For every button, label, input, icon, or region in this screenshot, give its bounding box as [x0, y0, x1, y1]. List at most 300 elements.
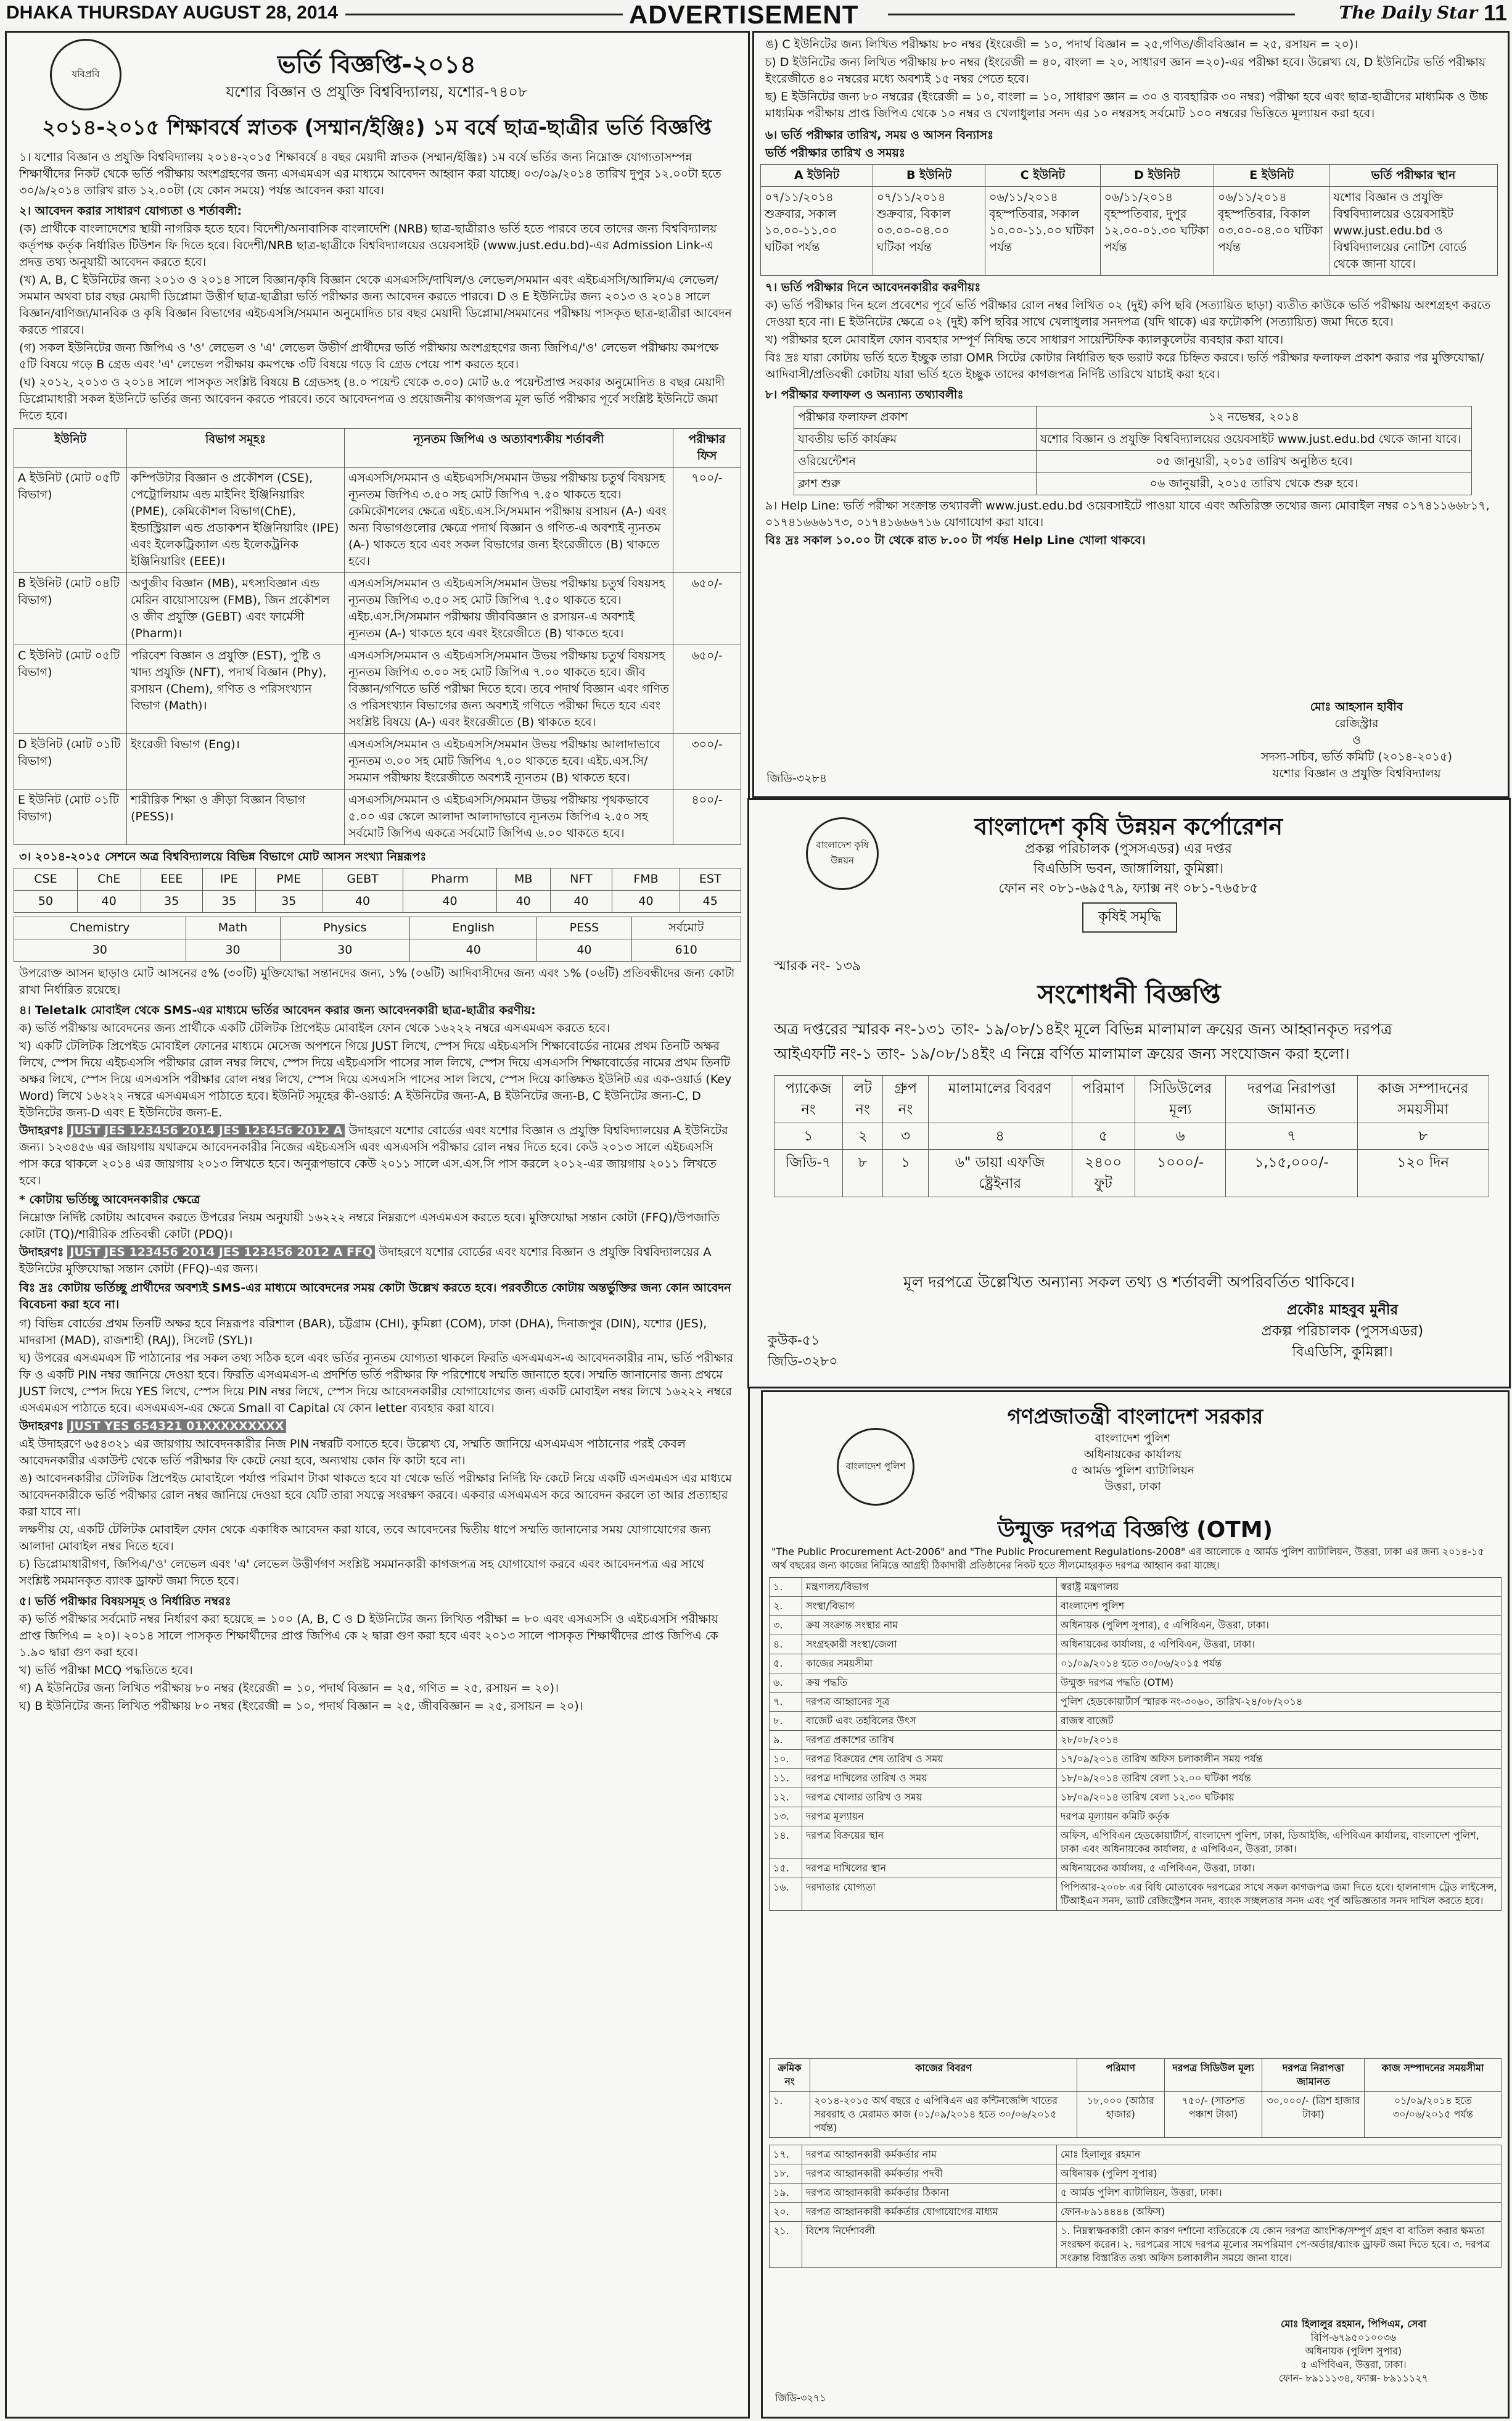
- unit-gpa: এসএসসি/সমমান ও এইচএসসি/সমমান উভয় পরীক্ষায় চতুর্থ বিষয়সহ ন্যূনতম জিপিএ ৩.০০ সহ মোট জিপিএ ৭.০০ থাকতে হবে। জীব বিজ্ঞান/গণিতে ভর্তি পরীক্ষা দিতে হবে। তবে পদার্থ বিজ্ঞান এবং গণিত ও পরিসংখ্যান বিভাগের জন্য অবশ্যই গণিতে পরীক্ষা দিতে হবে এবং সংশ্লিষ্ট বিষয়ে (A-) এবং ইংরেজীতে (B) থাকতে হবে।: [345, 645, 673, 734]
- table-row: [794, 473, 1472, 495]
- row-label: সংগ্রহকারী সংস্থা/জেলা: [802, 1635, 1057, 1654]
- just-section-2-title: ২। আবেদন করার সাধারণ যোগ্যতা ও শর্তাবলী:: [19, 204, 242, 218]
- unit-gpa: এসএসসি/সমমান ও এইচএসসি/সমমান উভয় পরীক্ষায় আলাদাভাবে ন্যূনতম ৩.০০ সহ মোট জিপিএ ৭.০০ থাকতে হবে। এইচ.এস.সি/সমমান পরীক্ষায় ইংরেজীতে অবশ্যই ন্যূনতম (B) থাকতে হবে।: [345, 734, 673, 790]
- police-officer-table: [769, 2145, 1502, 2268]
- badc-cell: ২৪০০ ফুট: [1072, 1150, 1135, 1197]
- unit-fee: ৩০০/-: [673, 734, 741, 790]
- seat-label: EEE: [141, 868, 202, 891]
- badc-cell: ৮: [842, 1150, 883, 1197]
- page-number: 11: [1483, 0, 1507, 25]
- unit-fee: ৬৫০/-: [673, 573, 741, 645]
- sms-example-code: JUST YES 654321 01XXXXXXXXX: [67, 1419, 286, 1433]
- row-label: দরপত্র বিক্রয়ের স্থান: [802, 1826, 1057, 1859]
- police-sub: উত্তরা, ঢাকা: [1104, 1480, 1161, 1493]
- page-header: [0, 0, 1512, 29]
- unit-depts: কম্পিউটার বিজ্ঞান ও প্রকৌশল (CSE), পেট্রোলিয়াম এন্ড মাইনিং ইঞ্জিনিয়ারিং (PME), কেমিকৌশল বিভাগ(ChE), ইন্ডাস্ট্রিয়াল এন্ড প্রডাকশন ইঞ্জিনিয়ারিং (IPE) এবং ইলেকট্রিক্যাল এন্ড ইলেকট্রনিক ইঞ্জিনিয়ারিং (EEE)।: [127, 468, 345, 573]
- row-number: ১৩.: [770, 1807, 802, 1826]
- sms-example-text: উদাহরণে যশোর বোর্ডের এবং যশোর বিজ্ঞান ও প্রযুক্তি বিশ্ববিদ্যালয়ের A ইউনিটের মুক্তিযোদ্ধা সন্তান কোটা (FFQ)-এর জন্য।: [19, 1245, 712, 1276]
- badc-body-line: অত্র দপ্তরের স্মারক নং-১৩১ তাং- ১৯/০৮/১৪ইং মূলে বিভিন্ন মালামাল ক্রয়ের জন্য আহ্বানকৃত দরপত্র: [774, 1020, 1392, 1038]
- unit-depts: অণুজীব বিজ্ঞান (MB), মৎস্যবিজ্ঞান এন্ড মেরিন বায়োসায়েন্স (FMB), জিন প্রকৌশল ও জীব প্রযুক্তি (GEBT) এবং ফার্মেসী (Pharm)।: [127, 573, 345, 645]
- table-row: [770, 1712, 1502, 1731]
- unit-name: C ইউনিট (মোট ০৫টি বিভাগ): [14, 645, 127, 734]
- result-label: ক্লাশ শুরু: [794, 473, 1037, 495]
- table-row: [14, 573, 741, 645]
- table-row: [770, 1878, 1502, 1911]
- gpa-col-header: ন্যূনতম জিপিএ ও অত্যাবশ্যকীয় শর্তাবলী: [345, 429, 673, 468]
- exam-unit: B ইউনিট: [873, 165, 985, 187]
- row-label: সংস্থা/বিভাগ: [802, 1597, 1057, 1616]
- table-row: [794, 429, 1472, 451]
- just-warning: বিঃ দ্রঃ কোটায় ভর্তিচ্ছু প্রার্থীদের অবশ্যই SMS-এর মাধ্যমে আবেদনের সময় কোটা উল্লেখ করতে হবে। পরবর্তীতে কোটায় অন্তর্ভুক্তির জন্য কোন আবেদন বিবেচনা করা হবে না।: [19, 1281, 731, 1311]
- badc-cell: ১,১৫,০০০/-: [1226, 1150, 1357, 1197]
- just-section-5f: চ) D ইউনিটের জন্য লিখিত পরীক্ষায় ৮০ নম্বর (ইংরেজী = ৪০, বাংলা = ২০, সাধারণ জ্ঞান =২০)-এর পরীক্ষা হবে। উল্লেখ্য যে, D ইউনিটের ভর্তি পরীক্ষায় ইংরেজীতে ৪০ নম্বরের মধ্যে অবশ্যই ১৫ নম্বর পেতে হবে।: [765, 56, 1486, 86]
- just-section-5g: ছ) E ইউনিটের জন্য ৮০ নম্বরের (ইংরেজী = ১০, বাংলা = ১০, সাধারণ জ্ঞান = ৩০ ও ব্যবহারিক ৩০ নম্বর) পরীক্ষা হবে এবং ছাত্র-ছাত্রীদের মাধ্যমিক ও উচ্চ মাধ্যমিক পরীক্ষায় প্রাপ্ত জিপিএ থেকে ১০ নম্বর ও খেলাধুলার সনদ এর ১০ নম্বরসহ সর্বমোট ১০০ নম্বরের ভিত্তিতে মূল্যায়ন করা হবে।: [765, 90, 1488, 120]
- row-number: ১৫.: [770, 1859, 802, 1878]
- row-value: ফোন-৮৯১৪৪৪৪ (অফিস): [1057, 2203, 1502, 2222]
- example-label: উদাহরণঃ: [19, 1419, 64, 1433]
- unit-col-header: ইউনিট: [14, 429, 127, 468]
- work-cell: ২০১৪-২০১৫ অর্থ বছরে ৫ এপিবিএন এর কন্টিনজেন্সি খাতের সরবরাহ ও মেরামত কাজ (০১/০৯/২০১৪ হতে ৩০/০৬/২০১৫ পর্যন্ত): [810, 2092, 1077, 2138]
- result-value: ০৫ জানুয়ারী, ২০১৫ তারিখ অনুষ্ঠিত হবে।: [1037, 451, 1472, 473]
- row-value: ১৮/০৯/২০১৪ তারিখ বেলা ১২.০০ ঘটিকা পর্যন্ত: [1057, 1769, 1502, 1788]
- work-cell: ১.: [770, 2092, 810, 2138]
- row-number: ১৭.: [770, 2145, 802, 2164]
- badc-col-number: ৬: [1135, 1123, 1226, 1150]
- result-label: যাবতীয় ভর্তি কার্যক্রম: [794, 429, 1037, 451]
- unit-depts: শারীরিক শিক্ষা ও ক্রীড়া বিজ্ঞান বিভাগ (PESS)।: [127, 790, 345, 845]
- row-label: বিশেষ নির্দেশাবলী: [802, 2222, 1057, 2268]
- just-section-4f: লক্ষণীয় যে, একটি টেলিটক মোবাইল ফোন থেকে একাধিক আবেদন করা যাবে, তবে আবেদনের দ্বিতীয় ধাপে সম্মতি জানানোর সময় যোগাযোগের জন্য আলাদা মোবাইল নম্বর দিতে হবে।: [19, 1523, 711, 1553]
- seat-label: CSE: [14, 868, 78, 891]
- row-number: ২০.: [770, 2203, 802, 2222]
- just-section-1: ১। যশোর বিজ্ঞান ও প্রযুক্তি বিশ্ববিদ্যালয় ২০১৪-২০১৫ শিক্ষাবর্ষে ৪ বছর মেয়াদী স্নাতক (সম্মান/ইঞ্জিঃ) ১ম বর্ষে ভর্তির জন্য নিম্নোক্ত যোগ্যতাসম্পন্ন শিক্ষার্থীদের নিকট থেকে ভর্তি পরীক্ষায় অংশগ্রহণের জন্য এসএমএস এর মাধ্যমে আবেদন আহ্বান করা যাচ্ছে। ০৩/০৯/২০১৪ তারিখ দুপুর ১২.০০টা হতে ৩০/৯/২০১৪ তারিখ রাত ১২.০০টা (যে কোন সময়ে) পর্যন্ত আবেদন করা যাবে।: [19, 151, 721, 197]
- row-number: ৬.: [770, 1673, 802, 1693]
- just-section-6-title: ৬। ভর্তি পরীক্ষার তারিখ, সময় ও আসন বিন্যাসঃ: [765, 128, 994, 142]
- seat-value: 40: [537, 939, 631, 962]
- unit-fee: ৪০০/-: [673, 790, 741, 845]
- seat-value: 610: [631, 939, 741, 962]
- row-value: মোঃ হিলালুর রহমান: [1057, 2145, 1502, 2164]
- ad-code: জিডি-৩২৮০: [768, 1354, 838, 1369]
- signatory-name: মোঃ আহসান হাবীব: [1310, 700, 1403, 714]
- badc-body: [774, 1017, 1489, 1066]
- signatory-title: যশোর বিজ্ঞান ও প্রযুক্তি বিশ্ববিদ্যালয়: [1272, 767, 1441, 780]
- signatory-phone: ফোন- ৮৯১১১৩৪, ফ্যাক্স- ৮৯১১১২৭: [1278, 2372, 1429, 2384]
- row-number: ১১.: [770, 1769, 802, 1788]
- just-quota-text: নিম্নোক্ত নির্দিষ্ট কোটায় আবেদন করতে উপরের নিয়ম অনুযায়ী ১৬২২২ নম্বরে নিম্নরূপে এসএমএস করতে হবে। মুক্তিযোদ্ধা সন্তান কোটা (FFQ)/উপজাতি কোটা (TQ)/শারীরিক প্রতিবন্ধী কোটা (PDQ)।: [19, 1211, 720, 1241]
- badc-office: প্রকল্প পরিচালক (পুসসএডর) এর দপ্তর: [1025, 841, 1232, 857]
- badc-col-number: ৭: [1226, 1123, 1357, 1150]
- table-row: [770, 1597, 1502, 1616]
- row-number: ৭.: [770, 1693, 802, 1712]
- row-label: দরপত্র দাখিলের তারিখ ও সময়: [802, 1769, 1057, 1788]
- table-row: [794, 406, 1472, 429]
- newspaper-name: The Daily Star: [1339, 2, 1477, 23]
- badc-logo-icon: বাংলাদেশ কৃষি উন্নয়ন: [806, 817, 879, 890]
- seat-value: 50: [14, 891, 78, 913]
- badc-col-header: গ্রুপ নং: [883, 1076, 928, 1123]
- unit-name: D ইউনিট (মোট ০১টি বিভাগ): [14, 734, 127, 790]
- row-number: ২.: [770, 1597, 802, 1616]
- row-number: ১২.: [770, 1788, 802, 1807]
- row-number: ১.: [770, 1578, 802, 1597]
- row-number: ৫.: [770, 1654, 802, 1673]
- row-number: ১৬.: [770, 1878, 802, 1911]
- example-label: উদাহরণঃ: [19, 1124, 64, 1137]
- ad-code: জিডি-৩২৭১: [775, 2392, 826, 2404]
- just-section-4a: ক) ভর্তি পরীক্ষায় আবেদনের জন্য প্রার্থীকে একটি টেলিটক প্রিপেইড মোবাইল ফোন থেকে ১৬২২২ নম্বরে এসএমএস করতে হবে।: [19, 1021, 610, 1035]
- table-row: [14, 734, 741, 790]
- seat-label: GEBT: [322, 868, 403, 891]
- unit-depts: ইংরেজী বিভাগ (Eng)।: [127, 734, 345, 790]
- just-section-3: ৩। ২০১৪-২০১৫ সেশনে অত্র বিশ্ববিদ্যালয়ে বিভিন্ন বিভাগে মোট আসন সংখ্যা নিম্নরূপঃ: [19, 850, 427, 864]
- row-value: অধিনায়কের কার্যালয়, ৫ এপিবিএন, উত্তরা, ঢাকা।: [1057, 1635, 1502, 1654]
- work-col-header: দরপত্র সিডিউল মূল্য: [1164, 2059, 1262, 2092]
- unit-gpa: এসএসসি/সমমান ও এইচএসসি/সমমান উভয় পরীক্ষায় চতুর্থ বিষয়সহ ন্যূনতম জিপিএ ৩.৫০ সহ মোট জিপিএ ৭.৫০ থাকতে হবে। কেমিকৌশলের ক্ষেত্রে এইচ.এস.সি/সমমান পরীক্ষায় রসায়ন (A-) এবং অন্য বিভাগগুলোর ক্ষেত্রে পদার্থ বিজ্ঞান ও গণিত-এ অবশ্যই ন্যূনতম (A-) থাকতে হবে এবং সকল বিভাগের জন্য ইংরেজীতে (B) থাকতে হবে।: [345, 468, 673, 573]
- badc-title: বাংলাদেশ কৃষি উন্নয়ন কর্পোরেশন: [974, 813, 1283, 840]
- just-example-3-text: এই উদাহরণে ৬৫৪৩২১ এর জায়গায় আবেদনকারীর নিজ PIN নম্বরটি বসাতে হবে। উল্লেখ্য যে, সম্মতি জানিয়ে এসএমএস পাঠানোর পরই কেবল আবেদনকারীর একাউন্ট থেকে ভর্তি পরীক্ষার ফি কেটে নেয়া হবে, অন্যথায় কোন ফি কাটা হবে না।: [19, 1437, 686, 1467]
- work-col-header: পরিমাণ: [1077, 2059, 1164, 2092]
- table-row: [14, 645, 741, 734]
- header-rule-right: [888, 14, 1295, 15]
- row-label: কাজের সময়সীমা: [802, 1654, 1057, 1673]
- work-cell: ১৮,০০০ (আঠার হাজার): [1077, 2092, 1164, 2138]
- just-title: ভর্তি বিজ্ঞপ্তি-২০১৪: [277, 51, 477, 79]
- just-signature: [1224, 699, 1489, 782]
- sms-example-code: JUST JES 123456 2014 JES 123456 2012 A FFQ: [67, 1245, 375, 1259]
- unit-name: B ইউনিট (মোট ০৪টি বিভাগ): [14, 573, 127, 645]
- table-row: [770, 1769, 1502, 1788]
- police-title: গণপ্রজাতন্ত্রী বাংলাদেশ সরকার: [1007, 1404, 1263, 1429]
- dateline: DHAKA THURSDAY AUGUST 28, 2014: [6, 2, 338, 23]
- police-sub: ৫ আর্মড পুলিশ ব্যাটালিয়ন: [1070, 1464, 1195, 1477]
- just-section-5e: ঙ) C ইউনিটের জন্য লিখিত পরীক্ষায় ৮০ নম্বর (ইংরেজী = ১০, পদার্থ বিজ্ঞান = ২৫,গণিত/জীববিজ্ঞান = ২৫, রসায়ন = ২০)।: [765, 38, 1358, 51]
- result-label: পরীক্ষার ফলাফল প্রকাশ: [794, 406, 1037, 429]
- row-value: পুলিশ হেডকোয়ার্টার্স স্মারক নং-৩০৬০, তারিখ-২৪/০৮/২০১৪: [1057, 1693, 1502, 1712]
- seat-label: MB: [496, 868, 550, 891]
- police-work-table: [769, 2058, 1502, 2138]
- seat-value: 40: [77, 891, 141, 913]
- exam-unit: E ইউনিট: [1214, 165, 1329, 187]
- just-logo-icon: যবিপ্রবি: [50, 39, 121, 110]
- exam-date: ০৬/১১/২০১৪ বৃহস্পতিবার, বিকাল ০৩.০০-০৪.০০ ঘটিকা পর্যন্ত: [1214, 187, 1329, 276]
- seat-value: 35: [202, 891, 255, 913]
- unit-name: A ইউনিট (মোট ০৫টি বিভাগ): [14, 468, 127, 573]
- badc-codes: [768, 1330, 838, 1372]
- unit-depts: পরিবেশ বিজ্ঞান ও প্রযুক্তি (EST), পুষ্টি ও খাদ্য প্রযুক্তি (NFT), পদার্থ বিজ্ঞান (Phy), রসায়ন (Chem), গণিত ও পরিসংখ্যান বিভাগ (Math)।: [127, 645, 345, 734]
- badc-col-header: দরপত্র নিরাপত্তা জামানত: [1226, 1076, 1357, 1123]
- seat-label: Math: [186, 917, 280, 939]
- seat-value: 40: [612, 891, 680, 913]
- badc-cell: ১০০০/-: [1135, 1150, 1226, 1197]
- police-sub: বাংলাদেশ পুলিশ: [1095, 1432, 1171, 1445]
- police-logo-icon: বাংলাদেশ পুলিশ: [837, 1428, 914, 1506]
- table-row: [770, 1673, 1502, 1693]
- just-section-7-note: বিঃ দ্রঃ যারা কোটায় ভর্তি হতে ইচ্ছুক তারা OMR সিটের কোটার নির্ধারিত ছক ভরাট করে চিহ্নিত করবে। ভর্তি পরীক্ষার ফলাফল প্রকাশ করার পর মুক্তিযোদ্ধা/আদিবাসী/প্রতিবন্ধী কোটায় যারা ভর্তি হতে ইচ্ছুক তাদের কাগজপত্র নির্দিষ্ট তারিখে যাচাই করা হবে।: [765, 351, 1484, 381]
- seat-label: IPE: [202, 868, 255, 891]
- ad-code: কুউক-৫১: [768, 1333, 820, 1348]
- seat-value: 40: [403, 891, 496, 913]
- table-row: [770, 2222, 1502, 2268]
- signatory-title: রেজিস্ট্রার: [1334, 717, 1379, 730]
- row-number: ১৪.: [770, 1826, 802, 1859]
- table-row: [770, 2145, 1502, 2164]
- row-value: পিপিআর-২০০৮ এর বিধি মোতাবেক দরপত্রের সাথে সকল কাগজপত্র জমা দিতে হবে। হালনাগাদ ট্রেড লাইসেন্স, টিআইএন সনদ, ভ্যাট রেজিস্ট্রেশন সনদ, ব্যাংক সচ্ছলতার সনদ এবং পূর্ব অভিজ্ঞতার সনদ দাখিল করতে হবে।: [1057, 1878, 1502, 1911]
- exam-date: ০৬/১১/২০১৪ বৃহস্পতিবার, দুপুর ১২.০০-০১.৩০ ঘটিকা পর্যন্ত: [1100, 187, 1214, 276]
- seat-label: PESS: [537, 917, 631, 939]
- row-value: অধিনায়ক (পুলিশ সুপার): [1057, 2164, 1502, 2184]
- fee-col-header: পরীক্ষার ফিস: [673, 429, 741, 468]
- row-number: ১৮.: [770, 2164, 802, 2184]
- row-label: ক্রয় সংক্রান্ত সংস্থার নাম: [802, 1616, 1057, 1635]
- seat-label: Physics: [280, 917, 410, 939]
- badc-tender-table: [774, 1075, 1489, 1197]
- work-col-header: কাজের বিবরণ: [810, 2059, 1077, 2092]
- badc-cell: ১২০ দিন: [1357, 1150, 1489, 1197]
- row-label: দরপত্র আহ্বানকারী কর্মকর্তার পদবী: [802, 2164, 1057, 2184]
- just-section-4b: খ) একটি টেলিটক প্রিপেইড মোবাইল ফোনের মাধ্যমে মেসেজ অপশনে গিয়ে JUST লিখে, স্পেস দিয়ে এইচএসসি শিক্ষাবোর্ডের নামের প্রথম তিনটি অক্ষর লিখে, স্পেস দিয়ে এইচএসসি পরীক্ষার রোল নম্বর লিখে, স্পেস দিয়ে এইচএসসি পাসের সাল লিখে, স্পেস দিয়ে এসএসসি শিক্ষাবোর্ডের নামের প্রথম তিনটি অক্ষর লিখে, স্পেস দিয়ে এসএসসি পরীক্ষার রোল নম্বর লিখে, স্পেস দিয়ে এসএসসি পাসের সাল লিখে, স্পেস দিয়ে কাঙ্ক্ষিত ইউনিট এর এক-ওয়ার্ড (Key Word) লিখে ১৬২২২ নম্বরে এসএমএস পাঠাতে হবে। ইউনিট সমূহের কী-ওয়ার্ড: A ইউনিটের জন্য-A, B ইউনিটের জন্য-B, C ইউনিটের জন্য-C, D ইউনিটের জন্য-D এবং E ইউনিটের জন্য-E.: [19, 1039, 732, 1120]
- row-value: অধিনায়কের কার্যালয়, ৫ এপিবিএন, উত্তরা, ঢাকা।: [1057, 1859, 1502, 1878]
- work-col-header: ক্রমিক নং: [770, 2059, 810, 2092]
- badc-cell: জিডি-৭: [774, 1150, 843, 1197]
- just-section-7-title: ৭। ভর্তি পরীক্ষার দিনে আবেদনকারীর করণীয়ঃ: [765, 281, 981, 294]
- table-row: [770, 1654, 1502, 1673]
- seat-table-1: [14, 868, 741, 913]
- police-address: [948, 1430, 1318, 1495]
- table-row: [770, 2203, 1502, 2222]
- sms-example-text: উদাহরণে যশোর বোর্ডের এবং যশোর বিজ্ঞান ও প্রযুক্তি বিশ্ববিদ্যালয়ের A ইউনিটের জন্য। ১২৩৪৫৬ এর জায়গায় যথাক্রমে আবেদনকারীর নিজের এইচএসসি এবং এসএসসি পরীক্ষার রোল নম্বর দিতে হবে। কেউ ২০১৩ সালে এইচএসসি পাস করে থাকলে ২০১৪ এর জায়গায় ২০১৩ লিখতে হবে। অনুরূপভাবে কেউ ২০১১ সালে এস.এস.সি পাস করলে ২০১২-এর জায়গায় ২০১১ লিখতে হবে।: [19, 1124, 728, 1187]
- seat-value: 40: [322, 891, 403, 913]
- badc-notice-title: সংশোধনী বিজ্ঞপ্তি: [1037, 979, 1221, 1009]
- badc-col-header: কাজ সম্পাদনের সময়সীমা: [1357, 1076, 1489, 1123]
- badc-body-line: আইএফটি নং-১ তাং- ১৯/০৮/১৪ইং এ নিম্নে বর্ণিত মালামাল ক্রয়ের জন্য সংযোজন করা হলো।: [774, 1045, 1350, 1063]
- signatory-name: প্রকৌঃ মাহবুব মুনীর: [1286, 1302, 1399, 1318]
- row-value: বাংলাদেশ পুলিশ: [1057, 1597, 1502, 1616]
- table-row: [14, 468, 741, 573]
- seat-label: English: [410, 917, 537, 939]
- table-row: [14, 790, 741, 845]
- seat-label: NFT: [550, 868, 612, 891]
- seat-label: ChE: [77, 868, 141, 891]
- result-value: যশোর বিজ্ঞান ও প্রযুক্তি বিশ্ববিদ্যালয়ের ওয়েবসাইট www.just.edu.bd থেকে জানা যাবে।: [1037, 429, 1472, 451]
- just-section-5d: ঘ) B ইউনিটের জন্য লিখিত পরীক্ষায় ৮০ নম্বর (ইংরেজী = ১০, পদার্থ বিজ্ঞান = ২৫, জীববিজ্ঞান = ২৫, রসায়ন = ২০)।: [19, 1699, 583, 1713]
- row-value: উন্মুক্ত দরপত্র পদ্ধতি (OTM): [1057, 1673, 1502, 1693]
- table-row: [770, 1859, 1502, 1878]
- just-quota-note: উপরোক্ত আসন ছাড়াও মোট আসনের ৫% (৩০টি) মুক্তিযোদ্ধা সন্তানদের জন্য, ১% (০৬টি) আদিবাসীদের জন্য এবং ১% (০৬টি) প্রতিবন্ধীদের জন্য কোটা রাখা নির্ধারিত রয়েছে।: [19, 967, 735, 997]
- just-section-5b: খ) ভর্তি পরীক্ষা MCQ পদ্ধতিতে হবে।: [19, 1664, 193, 1677]
- badc-address-line: বিএডিসি ভবন, জাঙ্গালিয়া, কুমিল্লা।: [1033, 861, 1224, 876]
- just-section-4g: গ) বিভিন্ন বোর্ডের প্রথম তিনটি অক্ষর হবে নিম্নরূপঃ বরিশাল (BAR), চট্টগ্রাম (CHI), কুমিল্লা (COM), ঢাকা (DHA), দিনাজপুর (DIN), যশোর (JES), মাদরাসা (MAD), রাজশাহী (RAJ), সিলেট (SYL)।: [19, 1317, 707, 1347]
- row-value: অফিস, এপিবিএন হেডকোয়ার্টার্স, বাংলাদেশ পুলিশ, ঢাকা, ডিআইজি, এপিবিএন কার্যালয়, বাংলাদেশ পুলিশ, ঢাকা এবং অধিনায়কের কার্যালয়, ৫ এপিবিএন, উত্তরা, ঢাকা।: [1057, 1826, 1502, 1859]
- row-value: ১. নিম্নস্বাক্ষরকারী কোন কারণ দর্শানো ব্যতিরেকে যে কোন দরপত্র আংশিক/সম্পূর্ণ গ্রহণ বা বাতিল করার ক্ষমতা সংরক্ষণ করেন। ২. দরপত্রের সাথে দরপত্র মূল্যের সমপরিমাণ পে-অর্ডার/ব্যাংক ড্রাফট জমা দিতে হবে। ৩. দরপত্র সংক্রান্ত বিস্তারিত তথ্য অফিস চলাকালীন সময়ে জানা যাবে।: [1057, 2222, 1502, 2268]
- badc-motto: কৃষিই সমৃদ্ধি: [1082, 902, 1177, 933]
- signatory-title: ও: [1352, 733, 1361, 747]
- ad-code: জিডি-৩২৮৪: [766, 772, 828, 785]
- just-section-2c: (গ) সকল ইউনিটের জন্য জিপিএ ও 'ও' লেভেল ও 'এ' লেভেল উভীর্ণ প্রার্থীদের ভর্তি পরীক্ষায় অংশগ্রহণের জন্য জিপিএ/'ও' লেভেল পরীক্ষায় কমপক্ষে ৫টি বিষয়ে গড়ে B গ্রেড এবং 'এ' লেভেল পরীক্ষায় কমপক্ষে ৩টি বিষয়ে গড়ে বি গ্রেড পেয়ে পাশ করতে হবে।: [19, 341, 719, 371]
- row-value: অধিনায়ক (পুলিশ সুপার), ৫ এপিবিএন, উত্তরা, ঢাকা।: [1057, 1616, 1502, 1635]
- row-label: দরপত্র বিক্রয়ের শেষ তারিখ ও সময়: [802, 1750, 1057, 1769]
- seat-label: EST: [680, 868, 741, 891]
- police-info-table: [769, 1577, 1502, 1911]
- signatory-title: সদস্য-সচিব, ভর্তি কমিটি (২০১৪-২০১৫): [1261, 750, 1452, 764]
- sms-example-code: JUST JES 123456 2014 JES 123456 2012 A: [67, 1124, 345, 1137]
- row-label: দরপত্র দাখিলের স্থান: [802, 1859, 1057, 1878]
- badc-col-number: ১: [774, 1123, 843, 1150]
- signatory-title: বিপি-৬৭৯৫০১০০৩৬: [1310, 2332, 1397, 2343]
- table-row: [770, 2092, 1502, 2138]
- seat-value: 45: [680, 891, 741, 913]
- badc-phone: ফোন নং ০৮১-৬৯৫৭৯, ফ্যাক্স নং ০৮১-৭৬৫৮৫: [998, 881, 1259, 896]
- seat-value: 30: [186, 939, 280, 962]
- badc-col-number: ৮: [1357, 1123, 1489, 1150]
- result-value: ০৬ জানুয়ারী, ২০১৫ তারিখ থেকে শুরু হবে।: [1037, 473, 1472, 495]
- just-example-1: [19, 1123, 736, 1189]
- row-label: দরদাতার যোগ্যতা: [802, 1878, 1057, 1911]
- row-value: স্বরাষ্ট্র মন্ত্রণালয়: [1057, 1578, 1502, 1597]
- table-row: [770, 1578, 1502, 1597]
- badc-col-number: ২: [842, 1123, 883, 1150]
- just-helpline: ৯। Help Line: ভর্তি পরীক্ষা সংক্রান্ত তথ্যাবলী www.just.edu.bd ওয়েবসাইটে পাওয়া যাবে এবং অতিরিক্ত তথ্যের জন্য মোবাইল নম্বর ০১৭৪১১৬৬৮১৭, ০১৭৪১৬৬৬১৭৩, ০১৭৪১৬৬৬৭১৬ যোগাযোগ করা যাবে।: [765, 499, 1490, 529]
- seat-table-2: [14, 917, 741, 962]
- just-section-4-title: ৪। Teletalk মোবাইল থেকে SMS-এর মাধ্যমে ভর্তির আবেদন করার জন্য আবেদনকারী ছাত্র-ছাত্রীর করণীয়:: [19, 1004, 536, 1017]
- just-section-5-title: ৫। ভর্তি পরীক্ষার বিষয়সমূহ ও নির্ধারিত নম্বরঃ: [19, 1594, 231, 1608]
- badc-notice-ad: [747, 798, 1511, 1388]
- just-section-4d: ঘ) উপরের এসএমএস টি পাঠানোর পর সকল তথ্য সঠিক হলে এবং ভর্তির ন্যূনতম যোগ্যতা থাকলে ফিরতি এসএমএস-এ আবেদনকারীর নাম, ভর্তি পরীক্ষার ফি ও একটি PIN নম্বর জানিয়ে দেওয়া হবে। ফিরতি এসএমএস-এ প্রদর্শিত ভর্তি পরীক্ষার ফি পরিশোধে সম্মতি জানাতে হবে। সম্মতি জানানোর জন্য প্রথমে JUST লিখে, স্পেস দিয়ে YES লিখে, স্পেস দিয়ে PIN নম্বর লিখে, স্পেস দিয়ে আবেদনকারীর যোগাযোগের জন্য একটি মোবাইল নম্বর লিখে ১৬২২২ নম্বরে এসএমএস পাঠাতে হবে। এসএমএস-এর ক্ষেত্রে Small বা Capital যে কোন letter ব্যবহার করা যাবে।: [19, 1351, 733, 1415]
- just-helpline-note: বিঃ দ্রঃ সকাল ১০.০০ টা থেকে রাত ৮.০০ টা পর্যন্ত Help Line খোলা থাকবে।: [765, 534, 1146, 547]
- police-intro: "The Public Procurement Act-2006" and "The Public Procurement Regulations-2008" এর আলোকে ৫ আর্মড পুলিশ ব্যাটালিয়ন, উত্তরা, ঢাকা এর জন্য ২০১৪-১৫ অর্থ বছরের জন্য কাজের নিমিত্তে আগ্রহী ঠিকাদারী প্রতিষ্ঠানের নিকট হতে সীলমোহরকৃত দরপত্র আহ্বান করা যাচ্ছে।: [771, 1546, 1484, 1571]
- exam-unit: C ইউনিট: [985, 165, 1100, 187]
- signatory-title: বিএডিসি, কুমিল্লা।: [1292, 1344, 1393, 1360]
- badc-col-header: লট নং: [842, 1076, 883, 1123]
- seat-label: FMB: [612, 868, 680, 891]
- row-value: দরপত্র মূল্যায়ন কমিটি কর্তৃক: [1057, 1807, 1502, 1826]
- just-headline: ২০১৪-২০১৫ শিক্ষাবর্ষে স্নাতক (সম্মান/ইঞ্জিঃ) ১ম বর্ষে ছাত্র-ছাত্রীর ভর্তি বিজ্ঞপ্তি: [42, 115, 712, 140]
- result-value: ১২ নভেম্বর, ২০১৪: [1037, 406, 1472, 429]
- seat-value: 40: [410, 939, 537, 962]
- row-label: দরপত্র আহ্বানকারী কর্মকর্তার যোগাযোগের মাধ্যম: [802, 2203, 1057, 2222]
- exam-unit: A ইউনিট: [761, 165, 873, 187]
- results-table: [794, 406, 1472, 495]
- table-row: [770, 1635, 1502, 1654]
- just-admission-ad: [5, 31, 750, 2419]
- work-cell: ৩০,০০০/- (ত্রিশ হাজার টাকা): [1262, 2092, 1365, 2138]
- signatory-title: ৫ এপিবিএন, উত্তরা, ঢাকা।: [1300, 2359, 1407, 2370]
- just-section-5a: ক) ভর্তি পরীক্ষার সর্বমোট নম্বর নির্ধারণ করা হয়েছে = ১০০ (A, B, C ও D ইউনিটের জন্য লিখিত পরীক্ষা = ৮০ এবং এসএসসি ও এইচএসসি পরীক্ষায় প্রাপ্ত জিপিএ = ২০)। ২০১৪ সালে পাসকৃত শিক্ষার্থীদের প্রাপ্ত জিপিএ কে ২ দ্বারা গুণ করা হবে এবং ২০১৩ সালে পাসকৃত শিক্ষার্থীদের প্রাপ্ত জিপিএ কে ১.৯০ দ্বারা গুণ করা হবে।: [19, 1612, 718, 1659]
- seat-label: Pharm: [403, 868, 496, 891]
- exam-date: ০৭/১১/২০১৪ শুক্রবার, সকাল ১০.০০-১১.০০ ঘটিকা পর্যন্ত: [761, 187, 873, 276]
- row-label: দরপত্র আহ্বানের সূত্র: [802, 1693, 1057, 1712]
- row-number: ৩.: [770, 1616, 802, 1635]
- unit-fee: ৭০০/-: [673, 468, 741, 573]
- badc-address: [885, 839, 1372, 899]
- row-number: ২১.: [770, 2222, 802, 2268]
- exam-venue: যশোর বিজ্ঞান ও প্রযুক্তি বিশ্ববিদ্যালয়ের ওয়েবসাইট www.just.edu.bd ও বিশ্ববিদ্যালয়ের নোটিশ বোর্ডে থেকে জানা যাবে।: [1329, 187, 1498, 276]
- work-cell: ০১/০৯/২০১৪ হতে ৩০/০৬/২০১৫ পর্যন্ত: [1365, 2092, 1502, 2138]
- badc-cell: ১: [883, 1150, 928, 1197]
- police-otm-ad: [761, 1390, 1510, 2419]
- row-label: দরপত্র মূল্যায়ন: [802, 1807, 1057, 1826]
- seat-label: সর্বমোট: [631, 917, 741, 939]
- just-section-4ch: চ) ডিপ্লোমাধারীগণ, জিপিএ/'ও' লেভেল এবং 'এ' লেভেল উত্তীর্ণগণ সংশ্লিষ্ট সমমানকারী কাগজপত্র সহ যোগাযোগ করবে এবং আবেদনপত্র এর সাথে সংশ্লিষ্ট সমমানকৃত ব্যাংক ড্রাফট জমা দিতে হবে।: [19, 1557, 705, 1588]
- seat-value: 40: [496, 891, 550, 913]
- badc-signature: [1213, 1300, 1472, 1363]
- row-value: ৫ আর্মড পুলিশ ব্যাটালিয়ন, উত্তরা, ঢাকা।: [1057, 2184, 1502, 2203]
- badc-col-header: সিডিউলের মূল্য: [1135, 1076, 1226, 1123]
- police-sub: অধিনায়কের কার্যালয়: [1083, 1448, 1182, 1461]
- row-label: দরপত্র আহ্বানকারী কর্মকর্তার ঠিকানা: [802, 2184, 1057, 2203]
- just-section-7b: খ) পরীক্ষার হলে মোবাইল ফোন ব্যবহার সম্পূর্ণ নিষিদ্ধ তবে সাধারণ সায়েন্টিফিক ক্যালকুলেটর ব্যবহার করা যাবে।: [765, 333, 1284, 347]
- seat-value: 40: [550, 891, 612, 913]
- badc-note: মূল দরপত্রে উল্লেখিত অন্যান্য সকল তথ্য ও শর্তাবলী অপরিবর্তিত থাকিবে।: [903, 1273, 1355, 1291]
- row-label: ক্রয় পদ্ধতি: [802, 1673, 1057, 1693]
- row-number: ৯.: [770, 1731, 802, 1750]
- row-label: বাজেট এবং তহবিলের উৎস: [802, 1712, 1057, 1731]
- table-row: [770, 1807, 1502, 1826]
- signatory-title: অধিনায়ক (পুলিশ সুপার): [1305, 2345, 1402, 2357]
- badc-col-header: প্যাকেজ নং: [774, 1076, 843, 1123]
- just-section-2b: (খ) A, B, C ইউনিটের জন্য ২০১৩ ও ২০১৪ সালে বিজ্ঞান/কৃষি বিজ্ঞান থেকে এসএসসি/দাখিল/ও লেভেল/সমমান এবং এইচএসসি/আলিম/এ লেভেল/সমমান অথবা চার বছর মেয়াদী ডিপ্লোমা উত্তীর্ণ ছাত্র-ছাত্রীরা ভর্তি পরীক্ষার জন্য আবেদন করতে পারবে। D ও E ইউনিটের জন্য ২০১৩ ও ২০১৪ সালে বিজ্ঞান/বাণিজ্য/মানবিক ও কৃষি বিজ্ঞান বিভাগের এইচএসসি/সমমান অনুমোদিত চার বছর মেয়াদী ডিপ্লোমা/সমমানের পরীক্ষায় পাসকৃত ছাত্র-ছাত্রীরা আবেদন করতে পারবে।: [19, 273, 732, 337]
- row-value: রাজস্ব বাজেট: [1057, 1712, 1502, 1731]
- exam-schedule-table: [760, 164, 1498, 276]
- unit-gpa: এসএসসি/সমমান ও এইচএসসি/সমমান উভয় পরীক্ষায় চতুর্থ বিষয়সহ ন্যূনতম জিপিএ ৩.৫০ সহ মোট জিপিএ ৭.৫০ থাকতে হবে। এইচ.এস.সি/সমমান পরীক্ষায় জীববিজ্ঞান ও রসায়ন-এ অবশ্যই ন্যূনতম (A-) থাকতে হবে এবং ইংরেজীতে (B) থাকতে হবে।: [345, 573, 673, 645]
- row-label: মন্ত্রণালয়/বিভাগ: [802, 1578, 1057, 1597]
- row-value: ১৭/০৯/২০১৪ তারিখ অফিস চলাকালীন সময় পর্যন্ত: [1057, 1750, 1502, 1769]
- seat-label: PME: [255, 868, 322, 891]
- row-number: ৮.: [770, 1712, 802, 1731]
- table-row: [770, 1693, 1502, 1712]
- badc-col-header: মালামালের বিবরণ: [928, 1076, 1072, 1123]
- row-number: ১০.: [770, 1750, 802, 1769]
- row-label: দরপত্র আহ্বানকারী কর্মকর্তার নাম: [802, 2145, 1057, 2164]
- seat-value: 30: [14, 939, 186, 962]
- example-label: উদাহরণঃ: [19, 1245, 64, 1259]
- badc-cell: ৬" ডায়া এফজি ষ্ট্রেইনার: [928, 1150, 1072, 1197]
- seat-value: 35: [255, 891, 322, 913]
- seat-value: 30: [280, 939, 410, 962]
- work-col-header: কাজ সম্পাদনের সময়সীমা: [1365, 2059, 1502, 2092]
- table-row: [770, 1731, 1502, 1750]
- table-row: [774, 1150, 1489, 1197]
- row-label: দরপত্র প্রকাশের তারিখ: [802, 1731, 1057, 1750]
- dept-col-header: বিভাগ সমূহঃ: [127, 429, 345, 468]
- just-section-2a: (ক) প্রার্থীকে বাংলাদেশের স্থায়ী নাগরিক হতে হবে। বিদেশী/অনাবাসিক বাংলাদেশি (NRB) ছাত্র-ছাত্রীরাও ভর্তি হতে পারবে তবে তাদের জন্য বিশ্ববিদ্যালয় কর্তৃপক্ষ কর্তৃক নির্ধারিত টিউশন ফি দিতে হবে। বিদেশী/NRB ছাত্র-ছাত্রীকে বিশ্ববিদ্যালয়ের ওয়েবসাইট (www.just.edu.bd)-এর Admission Link-এ প্রদত্ত তথ্য অনুযায়ী আবেদন করতে হবে।: [19, 222, 717, 269]
- unit-gpa: এসএসসি/সমমান ও এইচএসসি/সমমান উভয় পরীক্ষায় পৃথকভাবে ৫.০০ এর স্কেলে আলাদা আলাদাভাবে ন্যূনতম জিপিএ ২.৫০ সহ সর্বমোট জিপিএ একত্রে সর্বমোট জিপিএ ৬.০০ থাকতে হবে।: [345, 790, 673, 845]
- table-row: [794, 451, 1472, 473]
- badc-col-number: ৩: [883, 1123, 928, 1150]
- badc-memo-number: স্মারক নং- ১৩৯: [774, 959, 861, 974]
- just-quota-title: * কোটায় ভর্তিচ্ছু আবেদনকারীর ক্ষেত্রে: [19, 1193, 200, 1206]
- just-section-4e: ঙ) আবেদনকারীর টেলিটক প্রিপেইড মোবাইলে পর্যাপ্ত পরিমাণ টাকা থাকতে হবে যা থেকে ভর্তি পরীক্ষার নির্দিষ্ট ফি কেটে নিয়ে একটি এসএমএস এর মাধ্যমে আবেদনকারীকে ভর্তি পরীক্ষার রোল নম্বর জানিয়ে দেওয়া হবে যেটি তারা সযত্নে সংরক্ষণ করবে। একবার এসএমএস করে আবেদন করলে তা আর প্রত্যাহার করা যাবে না।: [19, 1472, 732, 1519]
- row-value: ০১/০৯/২০১৪ হতে ৩০/০৬/২০১৫ পর্যন্ত: [1057, 1654, 1502, 1673]
- work-col-header: দরপত্র নিরাপত্তা জামানত: [1262, 2059, 1365, 2092]
- police-notice-title: উন্মুক্ত দরপত্র বিজ্ঞপ্তি (OTM): [997, 1517, 1273, 1543]
- table-row: [770, 2164, 1502, 2184]
- signatory-name: মোঃ হিলালুর রহমান, পিপিএম, সেবা: [1280, 2318, 1427, 2330]
- work-cell: ৭৫০/- (সাতশত পঞ্চাশ টাকা): [1164, 2092, 1262, 2138]
- exam-date: ০৬/১১/২০১৪ বৃহস্পতিবার, সকাল ১০.০০-১১.০০ ঘটিকা পর্যন্ত: [985, 187, 1100, 276]
- row-label: দরপত্র খোলার তারিখ ও সময়: [802, 1788, 1057, 1807]
- section-title: ADVERTISEMENT: [629, 0, 859, 29]
- row-value: ২৮/০৮/২০১৪: [1057, 1731, 1502, 1750]
- just-admission-continued: [752, 31, 1510, 798]
- just-section-2d: (ঘ) ২০১২, ২০১৩ ও ২০১৪ সালে পাসকৃত সংশ্লিষ্ট বিষয়ে B গ্রেডসহ (৪.০ পয়েন্ট থেকে ৩.০০) মোট ৬.৫ পয়েন্টপ্রাপ্ত সরকার অনুমোদিত ৪ বছর মেয়াদী ডিপ্লোমাধারী সকল ইউনিটে ভর্তির জন্য আবেদন করতে পারবে। তবে আবেদনপত্র ও প্রয়োজনীয় কাগজপত্র মূল ভর্তি পরীক্ষার পূর্বে সংশ্লিষ্ট ইউনিটে জমা দিতে হবে।: [19, 376, 725, 423]
- row-number: ১৯.: [770, 2184, 802, 2203]
- just-section-5c: গ) A ইউনিটের জন্য লিখিত পরীক্ষায় ৮০ নম্বর (ইংরেজী = ১০, পদার্থ বিজ্ঞান = ২৫, গণিত = ২৫, রসায়ন = ২০)।: [19, 1681, 559, 1695]
- unit-name: E ইউনিট (মোট ০১টি বিভাগ): [14, 790, 127, 845]
- seat-value: 35: [141, 891, 202, 913]
- badc-col-number: ৫: [1072, 1123, 1135, 1150]
- exam-venue-label: ভর্তি পরীক্ষার স্থান: [1329, 165, 1498, 187]
